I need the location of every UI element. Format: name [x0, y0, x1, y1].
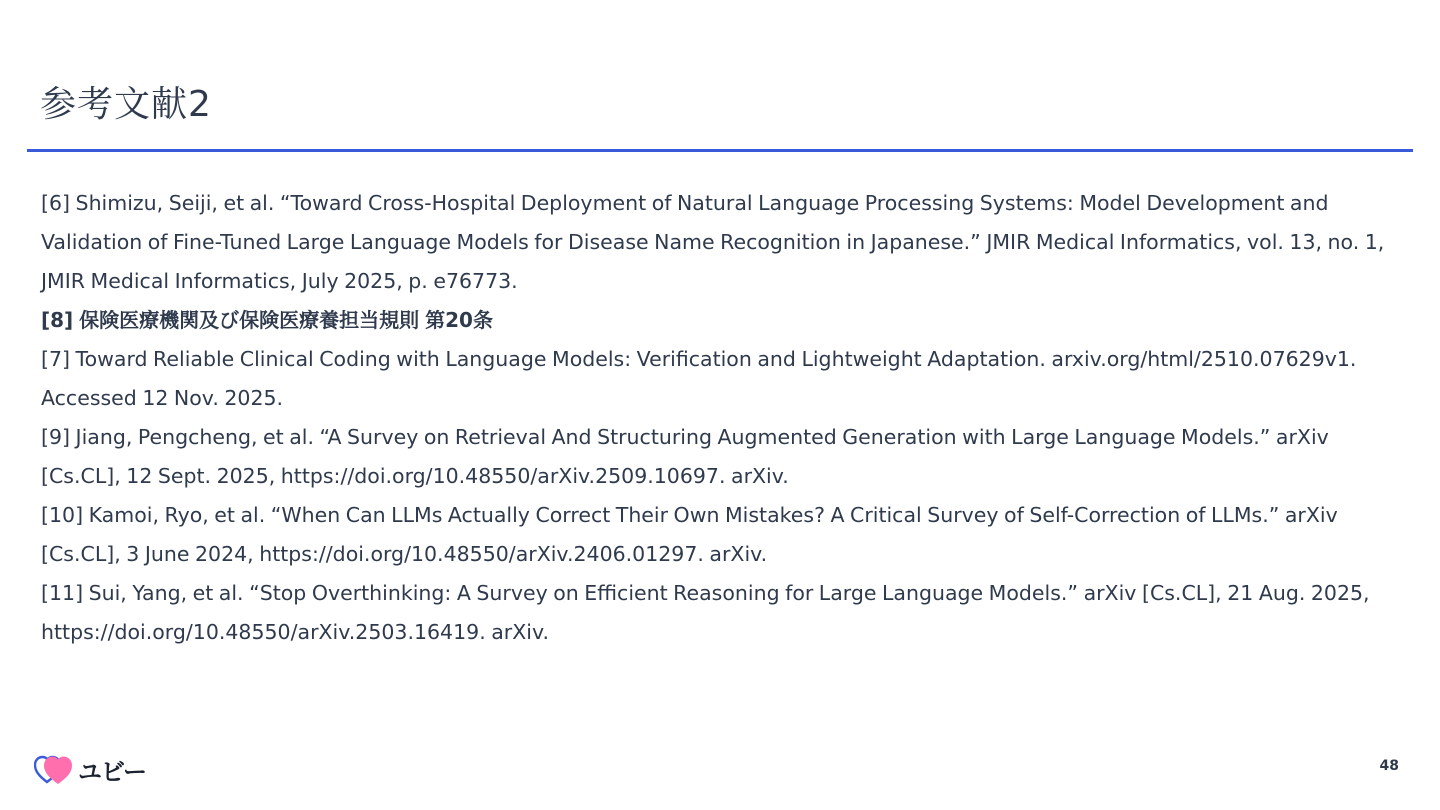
reference-item: [10] Kamoi, Ryo, et al. “When Can LLMs Actually Correct Their Own Mistakes? A Critical Survey of Self-Correction of LLMs.” arXiv [Cs.CL], 3 June 2024, https://doi.org/10.48550/arXiv.2406.01297. arXiv. — [41, 503, 1338, 566]
logo-text: ユビー — [78, 757, 147, 786]
reference-item: [8] 保険医療機関及び保険医療養担当規則 第20条 — [41, 308, 493, 332]
heart-logo-icon — [34, 752, 76, 786]
page-title: 参考文献2 — [40, 84, 212, 125]
brand-logo — [34, 751, 146, 787]
page-number: 48 — [1379, 758, 1399, 774]
reference-item: [9] Jiang, Pengcheng, et al. “A Survey on Retrieval And Structuring Augmented Generation with Large Language Models.” arXiv [Cs.CL], 12 Sept. 2025, https://doi.org/10.48550/arXiv.2509.10697. arXiv. — [41, 425, 1329, 488]
reference-list — [41, 184, 1406, 652]
reference-item: [6] Shimizu, Seiji, et al. “Toward Cross-Hospital Deployment of Natural Language Processing Systems: Model Development and Validation of Fine-Tuned Large Language Models for Disease Name Recognition in Japanese.” JMIR Medical Informatics, vol. 13, no. 1, JMIR Medical Informatics, July 2025, p. e76773. — [41, 191, 1385, 293]
reference-item: [11] Sui, Yang, et al. “Stop Overthinking: A Survey on Efficient Reasoning for Large Language Models.” arXiv [Cs.CL], 21 Aug. 2025, https://doi.org/10.48550/arXiv.2503.16419. arXiv. — [41, 581, 1370, 644]
title-divider — [27, 149, 1413, 152]
reference-item: [7] Toward Reliable Clinical Coding with Language Models: Verification and Lightweight Adaptation. arxiv.org/html/2510.07629v1. Accessed 12 Nov. 2025. — [41, 347, 1357, 410]
